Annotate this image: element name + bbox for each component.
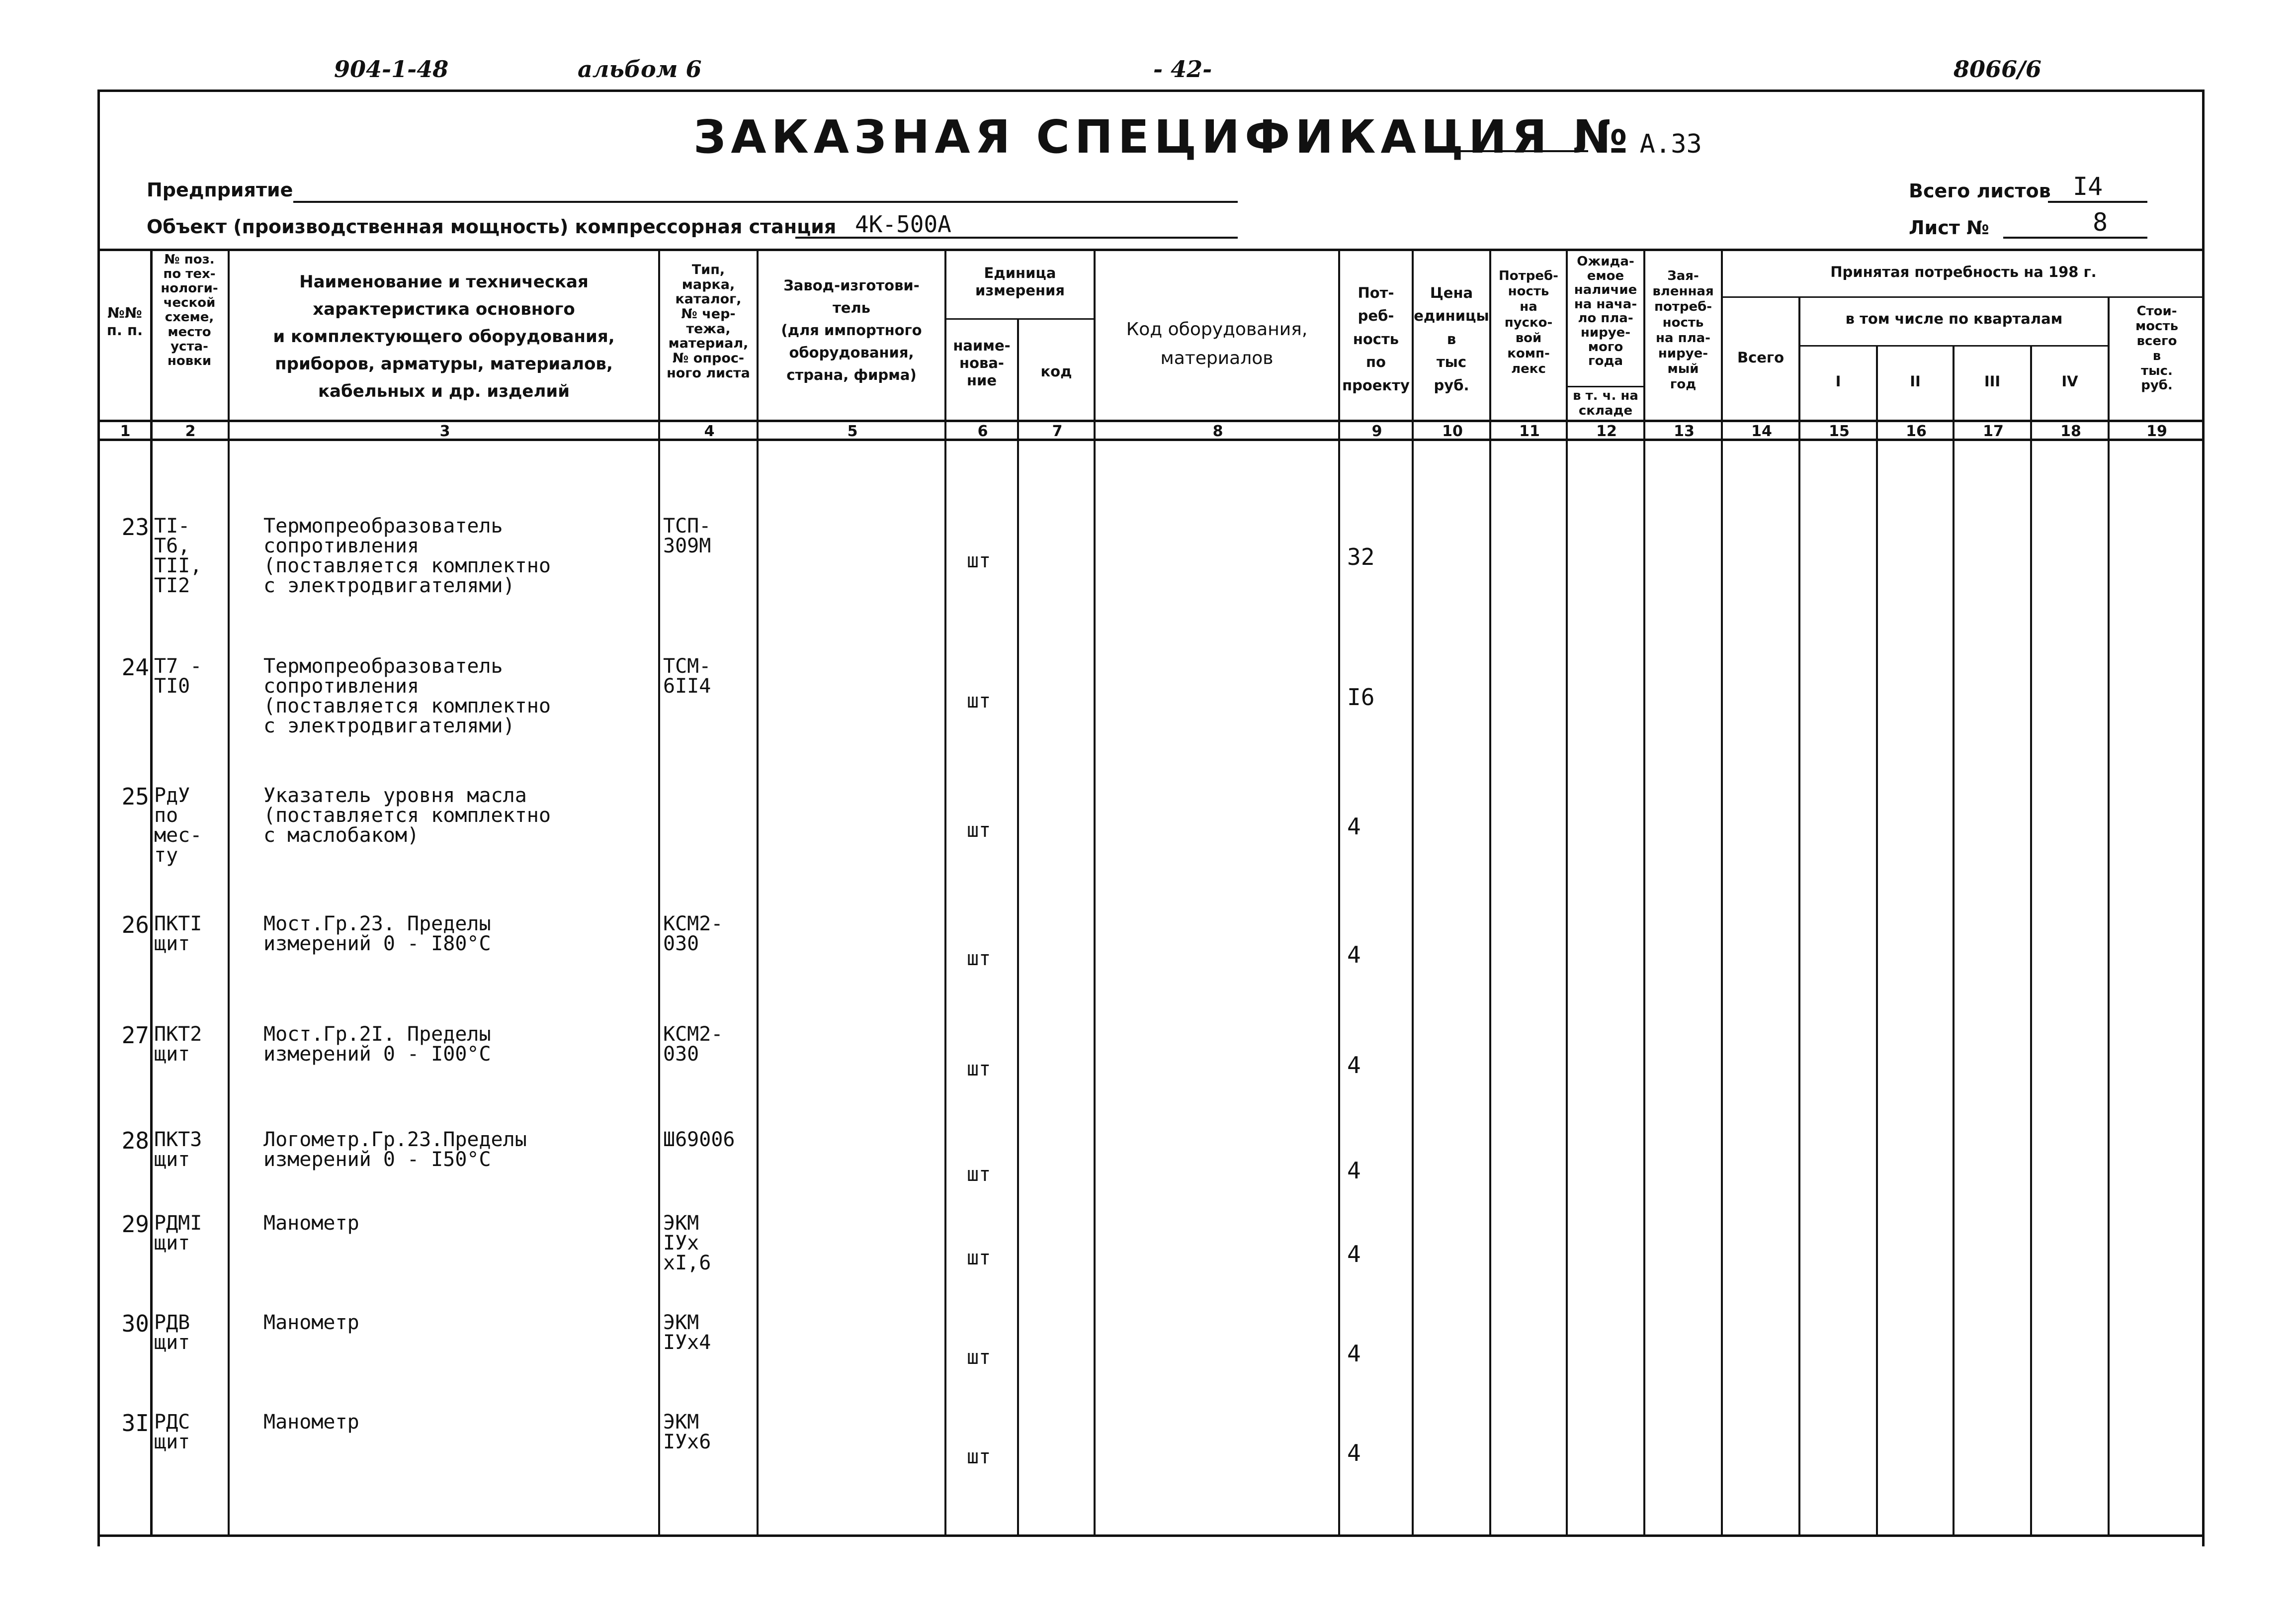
row-qty: 4 [1347,813,1361,840]
col-rule-15 [1876,345,1878,1536]
row-unit: шт [967,1247,991,1269]
col-rule-7 [1094,249,1096,1536]
header-q3: III [1984,373,2001,390]
column-number: 1 [120,423,131,440]
row-unit: шт [967,1445,991,1468]
row-position: ПКТ2 щит [154,1023,202,1066]
header-cost: Стои- мость всего в тыс. руб. [2135,304,2179,393]
column-number: 9 [1371,423,1382,440]
row-unit: шт [967,819,991,842]
header-startup-need: Потреб- ность на пуско- вой комп- лекс [1499,269,1558,377]
row-name: Манометр [263,1311,359,1334]
row-qty: 4 [1347,941,1361,968]
row-unit: шт [967,549,991,572]
row-number: 27 [121,1022,149,1049]
row-qty: 4 [1347,1340,1361,1367]
row-type: ТСП- 309М [663,515,711,557]
sheet-underline [2003,237,2147,239]
row-position: ПКТI щит [154,912,202,955]
header-equipment-code: Код оборудования, материалов [1126,319,1308,368]
header-project-need: Пот- реб- ность по проекту [1342,284,1410,394]
col-rule-8 [1338,249,1340,1536]
column-number: 13 [1674,423,1695,440]
row-type: КСМ2- 030 [663,912,723,955]
row-qty: I6 [1347,684,1375,711]
header-manufacturer: Завод-изготови- тель (для импортного оборудования, страна, фирма) [781,277,922,383]
row-name: Указатель уровня масла (поставляется комплектно с маслобаком) [263,784,551,847]
header-expected-stock: Ожида- емое наличие на нача- ло пла- нируе- мого года [1574,254,1637,369]
total-sheets-value: I4 [2073,172,2103,201]
col-rule-6 [1017,318,1019,1536]
enterprise-label: Предприятие [147,179,293,201]
header-row-number: №№ п. п. [106,304,143,339]
col-rule-3 [658,249,660,1536]
row-number: 30 [121,1310,149,1337]
total-sheets-underline [2048,201,2147,203]
col-rule-9 [1412,249,1414,1536]
col-rule-5 [944,249,946,1536]
col-rule-10 [1489,249,1491,1536]
spec-number: А.33 [1639,129,1702,159]
page-title: ЗАКАЗНАЯ СПЕЦИФИКАЦИЯ № А.33 [693,110,1702,164]
row-type: КСМ2- 030 [663,1023,723,1066]
col-rule-17 [2030,345,2032,1536]
header-quarters: в том числе по кварталам [1845,310,2063,327]
row-number: 25 [121,783,149,810]
row-name: Мост.Гр.2I. Пределы измерений 0 - I00°С [263,1023,491,1066]
header-type: Тип, марка, каталог, № чер- тежа, материал, № опрос- ного листа [667,262,750,381]
column-number: 4 [704,423,715,440]
row-unit: шт [967,1163,991,1186]
column-number: 5 [847,423,858,440]
row-type: ЭКМ IУх4 [663,1311,711,1354]
header-q2: II [1910,373,1921,390]
col-rule-4 [757,249,759,1536]
sheet-code: 8066/6 [1954,56,2041,83]
row-qty: 4 [1347,1052,1361,1078]
col-rule-11 [1566,249,1568,1536]
row-unit: шт [967,947,991,970]
header-total: Всего [1737,349,1785,366]
row-name: Манометр [263,1212,359,1235]
header-unit-name: наиме- нова- ние [953,337,1011,389]
header-unit: Единица измерения [975,265,1065,299]
column-number: 2 [185,423,196,440]
spec-number-underline [1444,150,1588,152]
column-number: 7 [1052,423,1063,440]
col-rule-16 [1953,345,1955,1536]
row-name: Термопреобразователь сопротивления (поставляется комплектно с электродвигателями) [263,515,551,597]
row-type: Ш69006 [663,1128,735,1151]
unit-subheader-rule [944,318,1094,320]
sheet-value: 8 [2093,208,2108,237]
object-underline [795,237,1238,239]
row-unit: шт [967,1346,991,1369]
col-rule-13 [1721,249,1723,1536]
row-position: РДВ щит [154,1311,190,1354]
header-unit-price: Цена единицы в тыс руб. [1414,284,1489,394]
col-rule-12 [1643,249,1645,1536]
column-number: 3 [439,423,450,440]
row-number: 26 [121,911,149,938]
row-number: 3I [121,1410,149,1436]
row-number: 29 [121,1211,149,1238]
row-qty: 4 [1347,1157,1361,1184]
object-label: Объект (производственная мощность) компрессорная станция [147,216,837,238]
row-position: T7 - TI0 [154,655,202,698]
header-unit-code: код [1040,363,1072,380]
frame-bottom [97,1534,2205,1537]
frame-top [99,90,2204,92]
row-position: РДС щит [154,1411,190,1453]
header-top-rule [99,249,2204,251]
row-unit: шт [967,1058,991,1080]
accepted-subheader-rule [1721,296,2204,298]
column-number: 18 [2060,423,2081,440]
row-type: ТСМ- 6II4 [663,655,711,698]
column-number: 14 [1751,423,1772,440]
row-name: Логометр.Гр.23.Пределы измерений 0 - I50°С [263,1128,527,1171]
row-type: ЭКМ IУх6 [663,1411,711,1453]
row-type: ЭКМ IУх хI,6 [663,1212,711,1274]
header-declared-need: Зая- вленная потреб- ность на пла- нируе- мый год [1652,269,1714,392]
total-sheets-label: Всего листов [1909,180,2051,202]
document-code: 904-1-48 [334,56,449,83]
row-qty: 4 [1347,1241,1361,1267]
header-name: Наименование и техническая характеристика основного и комплектующего оборудования, приборов, арматуры, материалов, кабельных и др. изделий [273,272,615,402]
col-rule-14 [1798,296,1800,1536]
row-position: ПКТ3 щит [154,1128,202,1171]
column-number: 15 [1829,423,1850,440]
album-number: альбом 6 [578,56,702,83]
column-number: 16 [1906,423,1927,440]
column-number: 10 [1442,423,1463,440]
row-name: Термопреобразователь сопротивления (поставляется комплектно с электродвигателями) [263,655,551,737]
header-accepted-need: Принятая потребность на 198 г. [1830,264,2097,280]
row-position: РдУ по мес- ту [154,784,202,867]
column-number: 11 [1519,423,1540,440]
stock-subheader-rule [1566,386,1643,387]
header-q4: IV [2061,373,2078,390]
column-number: 12 [1596,423,1617,440]
column-number: 19 [2146,423,2167,440]
row-name: Манометр [263,1411,359,1434]
row-position: РДМI щит [154,1212,202,1255]
row-unit: шт [967,690,991,713]
enterprise-underline [293,201,1238,203]
sheet-label: Лист № [1909,217,1989,239]
row-number: 28 [121,1127,149,1154]
row-number: 24 [121,654,149,681]
header-q1: I [1835,373,1841,390]
column-number: 6 [977,423,988,440]
column-number: 17 [1983,423,2004,440]
col-rule-18 [2108,296,2110,1536]
col-rule-1 [150,249,153,1536]
header-in-stock: в т. ч. на складе [1573,388,1638,418]
row-qty: 4 [1347,1439,1361,1466]
row-name: Мост.Гр.23. Пределы измерений 0 - I80°С [263,912,491,955]
object-value: 4К-500А [855,211,951,238]
row-number: 23 [121,514,149,540]
column-number: 8 [1212,423,1223,440]
col-rule-2 [228,249,230,1536]
row-qty: 32 [1347,543,1375,570]
page-number: - 42- [1153,56,1212,83]
row-position: TI- T6, TII, TI2 [154,515,202,597]
header-position: № поз. по тех- нологи- ческой схеме, место уста- новки [161,252,218,368]
header-bottom-rule [99,420,2204,422]
